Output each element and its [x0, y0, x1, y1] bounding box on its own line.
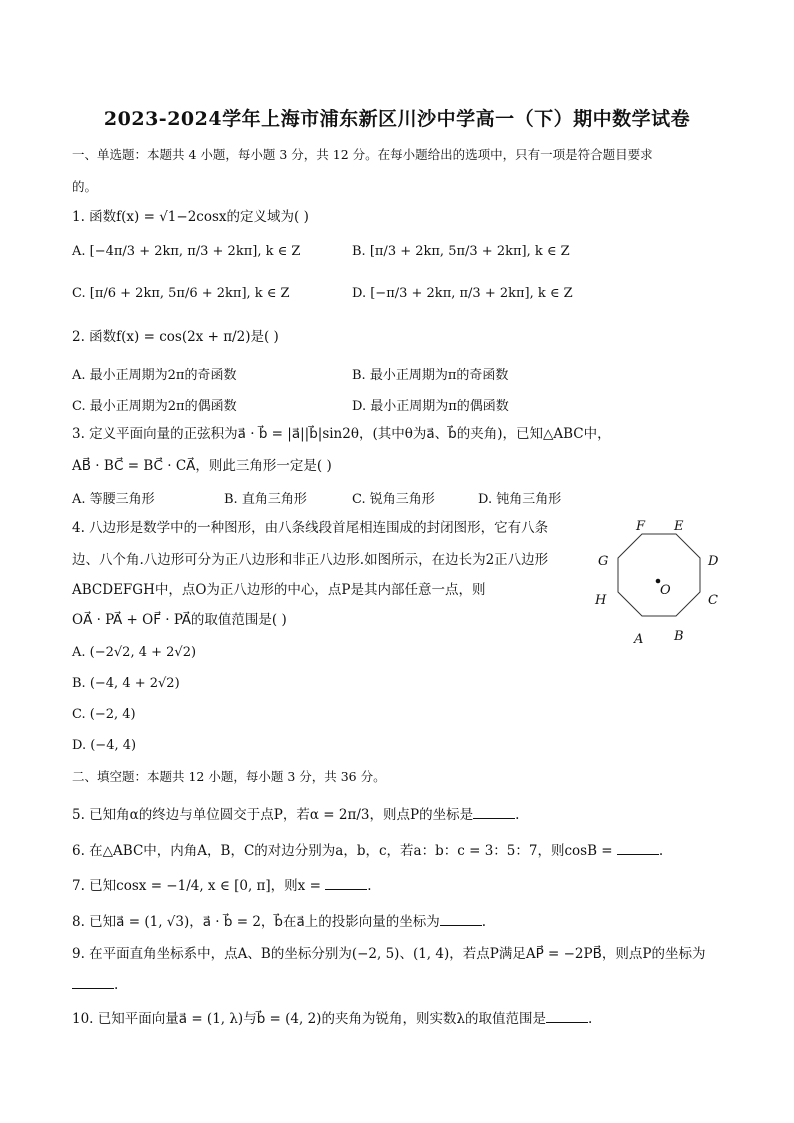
q1-option-c: C. [π/6 + 2kπ, 5π/6 + 2kπ], k ∈ Z: [72, 286, 290, 301]
q6-text: 6. 在△ABC中，内角A，B，C的对边分别为a，b，c，若a：b：c = 3：5：7，则cosB =: [72, 843, 613, 859]
octagon-figure: [590, 512, 730, 652]
q9-blank: [72, 976, 114, 989]
vertex-label-c: C: [708, 593, 718, 608]
q8-line: 8. 已知a⃗ = (1, √3)，a⃗ · b⃗ = 2，b⃗在a⃗上的投影向量的坐标为 .: [72, 914, 487, 930]
q1-stem: 1. 函数f(x) = √1−2cosx的定义域为( ): [72, 209, 309, 225]
q6-blank: [617, 842, 659, 855]
q1-option-a: A. [−4π/3 + 2kπ, π/3 + 2kπ], k ∈ Z: [72, 244, 301, 259]
section2-heading: 二、填空题：本题共 12 小题，每小题 3 分，共 36 分。: [72, 769, 386, 784]
section1-line2: 的。: [72, 179, 98, 194]
section1-line1: 一、单选题：本题共 4 小题，每小题 3 分，共 12 分。在每小题给出的选项中，只有一项是符合题目要求: [72, 147, 653, 162]
q4-line1: 4. 八边形是数学中的一种图形，由八条线段首尾相连围成的封闭图形，它有八条: [72, 520, 549, 536]
q5-text: 5. 已知角α的终边与单位圆交于点P，若α = 2π/3，则点P的坐标是: [72, 807, 474, 823]
q1-option-b: B. [π/3 + 2kπ, 5π/3 + 2kπ], k ∈ Z: [352, 244, 570, 259]
q10-text: 10. 已知平面向量a⃗ = (1, λ)与b⃗ = (4, 2)的夹角为锐角，则实数λ的取值范围是: [72, 1011, 547, 1027]
q8-blank: [440, 913, 482, 926]
q2-option-b: B. 最小正周期为π的奇函数: [352, 368, 509, 383]
q1-option-d: D. [−π/3 + 2kπ, π/3 + 2kπ], k ∈ Z: [352, 286, 573, 301]
q9-end: .: [114, 977, 119, 993]
q4-option-b: B. (−4, 4 + 2√2): [72, 676, 180, 691]
center-label-o: O: [660, 583, 671, 598]
vertex-label-b: B: [674, 629, 684, 644]
vertex-label-h: H: [595, 593, 607, 608]
q3-line1: 3. 定义平面向量的正弦积为a⃗ · b⃗ = |a⃗||b⃗|sin2θ，(其中θ为a⃗、b⃗的夹角)，已知△ABC中，: [72, 426, 611, 442]
vertex-label-d: D: [708, 554, 719, 569]
vertex-label-e: E: [674, 519, 684, 534]
q4-line4: OA⃗ · PA⃗ + OF⃗ · PA⃗的取值范围是( ): [72, 612, 287, 628]
q2-option-a: A. 最小正周期为2π的奇函数: [72, 368, 237, 383]
q2-stem: 2. 函数f(x) = cos(2x + π/2)是( ): [72, 329, 279, 345]
q6-line: 6. 在△ABC中，内角A，B，C的对边分别为a，b，c，若a：b：c = 3：5：7，则cosB = .: [72, 843, 664, 859]
q7-blank: [325, 877, 367, 890]
vertex-label-f: F: [636, 519, 646, 534]
q2-option-c: C. 最小正周期为2π的偶函数: [72, 399, 237, 414]
q4-option-a: A. (−2√2, 4 + 2√2): [72, 645, 197, 660]
q3-option-c: C. 锐角三角形: [352, 492, 435, 507]
q3-line2: AB⃗ · BC⃗ = BC⃗ · CA⃗，则此三角形一定是( ): [72, 458, 332, 474]
q9-line2: [72, 976, 118, 994]
octagon-shape: [618, 534, 700, 616]
q3-option-b: B. 直角三角形: [224, 492, 307, 507]
q10-line: 10. 已知平面向量a⃗ = (1, λ)与b⃗ = (4, 2)的夹角为锐角，则实数λ的取值范围是 .: [72, 1011, 593, 1027]
vertex-label-g: G: [598, 554, 609, 569]
page-title: 2023-2024学年上海市浦东新区川沙中学高一（下）期中数学试卷: [103, 108, 691, 130]
vertex-label-a: A: [634, 632, 644, 647]
q5-line: 5. 已知角α的终边与单位圆交于点P，若α = 2π/3，则点P的坐标是 .: [72, 807, 520, 823]
q2-option-d: D. 最小正周期为π的偶函数: [352, 399, 509, 414]
q4-option-c: C. (−2, 4): [72, 707, 136, 722]
q5-blank: [473, 806, 515, 819]
q7-text: 7. 已知cosx = −1/4, x ∈ [0, π]，则x =: [72, 878, 321, 894]
q10-blank: [546, 1010, 588, 1023]
q9-line1: 9. 在平面直角坐标系中，点A、B的坐标分别为(−2, 5)、(1, 4)，若点P满足AP⃗ = −2PB⃗，则点P的坐标为: [72, 946, 706, 962]
q3-option-d: D. 钝角三角形: [478, 492, 562, 507]
q4-line3: ABCDEFGH中，点O为正八边形的中心，点P是其内部任意一点，则: [72, 582, 486, 598]
q8-text: 8. 已知a⃗ = (1, √3)，a⃗ · b⃗ = 2，b⃗在a⃗上的投影向量的坐标为: [72, 914, 440, 930]
q3-option-a: A. 等腰三角形: [72, 492, 155, 507]
q4-option-d: D. (−4, 4): [72, 738, 137, 753]
q4-line2: 边、八个角.八边形可分为正八边形和非正八边形.如图所示，在边长为2正八边形: [72, 552, 549, 568]
q7-line: 7. 已知cosx = −1/4, x ∈ [0, π]，则x = .: [72, 878, 372, 894]
